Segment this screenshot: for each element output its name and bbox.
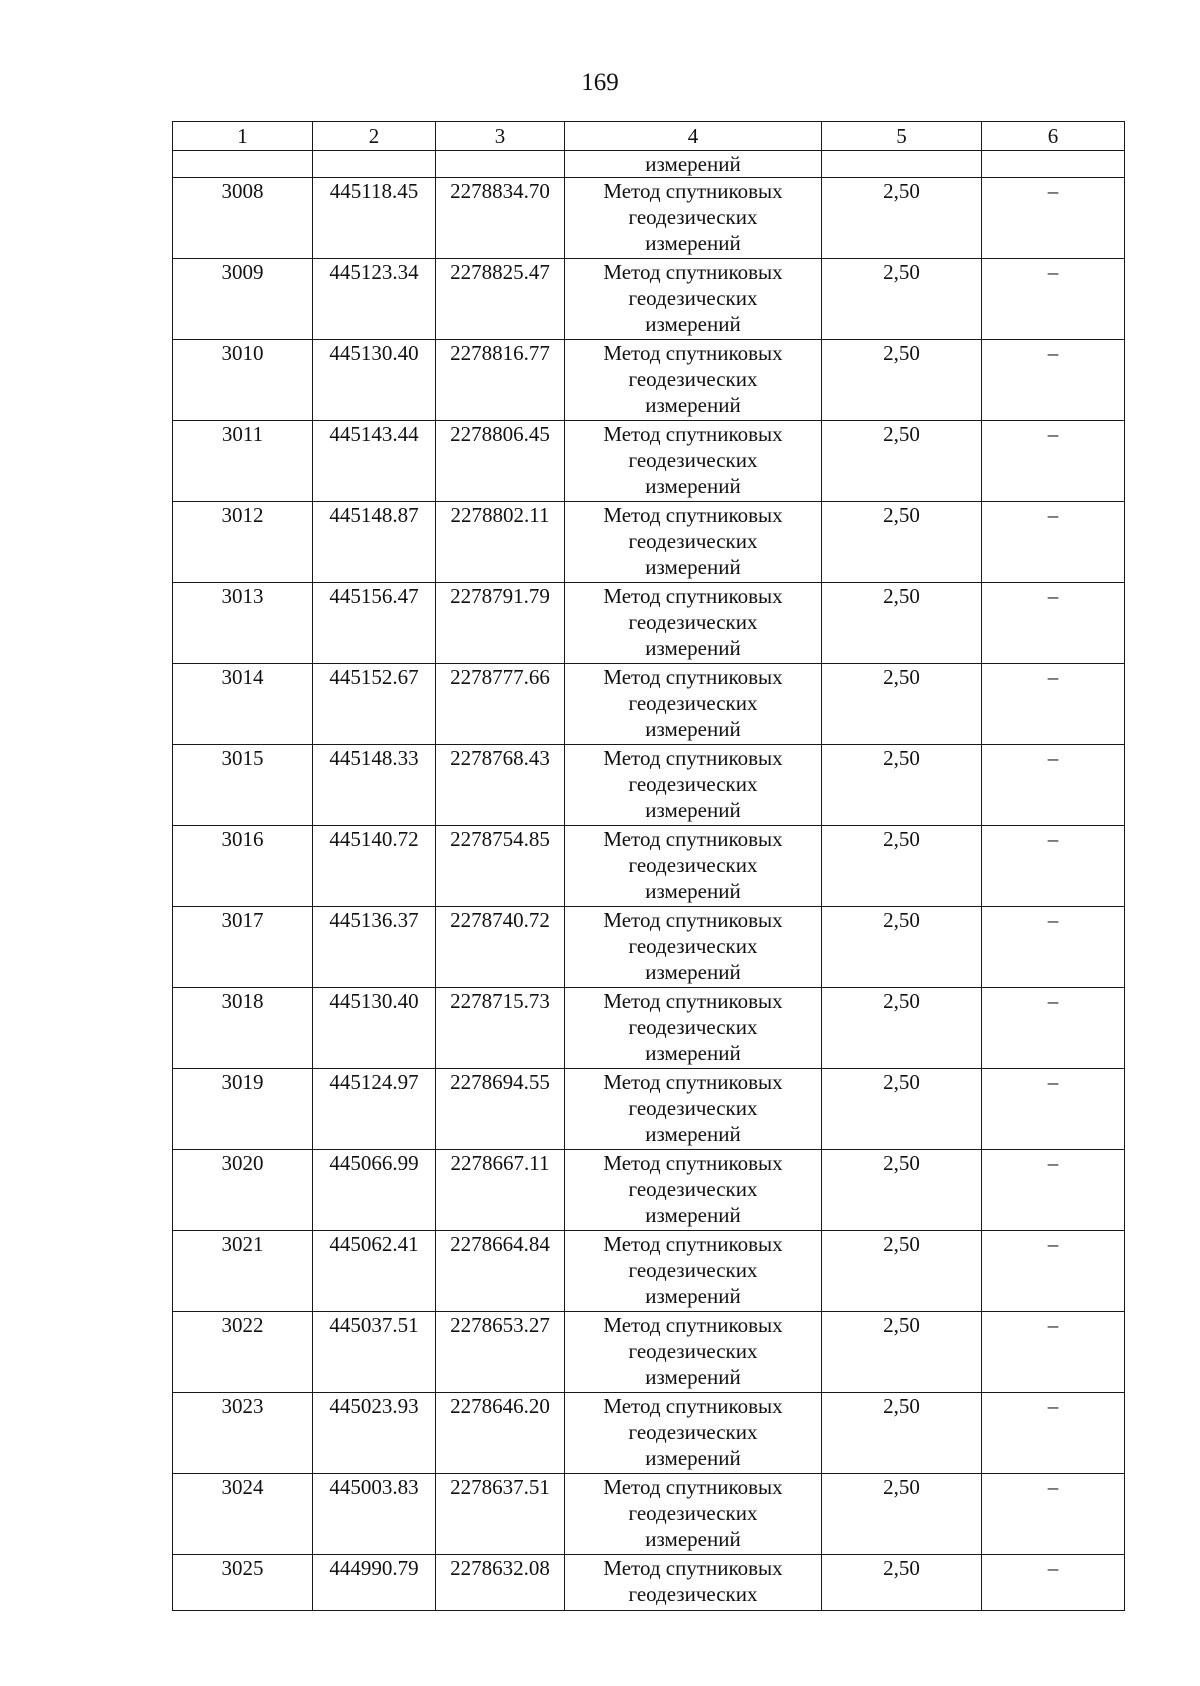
- accuracy-cell: 2,50: [822, 583, 982, 664]
- coord-x-cell: 445062.41: [313, 1231, 436, 1312]
- method-line: Метод спутниковых: [603, 1151, 783, 1175]
- note-cell: –: [982, 1393, 1125, 1474]
- coord-x-cell: 445037.51: [313, 1312, 436, 1393]
- continuation-cell-3: [436, 151, 565, 178]
- header-col-4: 4: [565, 122, 822, 151]
- coord-x-cell: 445130.40: [313, 340, 436, 421]
- coord-x-cell: 445143.44: [313, 421, 436, 502]
- accuracy-cell: 2,50: [822, 1231, 982, 1312]
- point-id-cell: 3008: [173, 178, 313, 259]
- header-col-3: 3: [436, 122, 565, 151]
- coord-y-cell: 2278646.20: [436, 1393, 565, 1474]
- method-line: Метод спутниковых: [603, 1070, 783, 1094]
- note-cell: –: [982, 1555, 1125, 1611]
- method-cell: [565, 1474, 822, 1555]
- continuation-cell-6: [982, 151, 1125, 178]
- method-line: геодезических: [628, 610, 758, 634]
- point-id-cell: 3009: [173, 259, 313, 340]
- coord-x-cell: 445148.33: [313, 745, 436, 826]
- method-line: Метод спутниковых: [603, 665, 783, 689]
- method-line: измерений: [645, 1527, 741, 1551]
- point-id-cell: 3019: [173, 1069, 313, 1150]
- coord-y-cell: 2278632.08: [436, 1555, 565, 1611]
- method-line: геодезических: [628, 1096, 758, 1120]
- table-row: [173, 583, 1125, 664]
- coord-y-cell: 2278791.79: [436, 583, 565, 664]
- method-line: геодезических: [628, 448, 758, 472]
- method-line: геодезических: [628, 691, 758, 715]
- coord-y-cell: 2278768.43: [436, 745, 565, 826]
- accuracy-cell: 2,50: [822, 502, 982, 583]
- table-row: [173, 1150, 1125, 1231]
- accuracy-cell: 2,50: [822, 421, 982, 502]
- coord-y-cell: 2278754.85: [436, 826, 565, 907]
- method-cell: [565, 259, 822, 340]
- point-id-cell: 3010: [173, 340, 313, 421]
- method-line: измерений: [645, 1041, 741, 1065]
- header-col-2: 2: [313, 122, 436, 151]
- table-row: [173, 664, 1125, 745]
- method-cell: [565, 1393, 822, 1474]
- method-line: Метод спутниковых: [603, 341, 783, 365]
- method-line: Метод спутниковых: [603, 908, 783, 932]
- continuation-desc: измерений: [565, 151, 822, 178]
- note-cell: –: [982, 1069, 1125, 1150]
- point-id-cell: 3023: [173, 1393, 313, 1474]
- method-line: Метод спутниковых: [603, 989, 783, 1013]
- coord-y-cell: 2278694.55: [436, 1069, 565, 1150]
- table-row: [173, 745, 1125, 826]
- method-line: Метод спутниковых: [603, 746, 783, 770]
- coord-x-cell: 445156.47: [313, 583, 436, 664]
- table-row: [173, 1555, 1125, 1611]
- continuation-row: [173, 151, 1125, 178]
- coord-x-cell: 445124.97: [313, 1069, 436, 1150]
- method-cell: [565, 988, 822, 1069]
- note-cell: –: [982, 340, 1125, 421]
- method-cell: [565, 745, 822, 826]
- note-cell: –: [982, 826, 1125, 907]
- method-line: измерений: [645, 717, 741, 741]
- method-line: измерений: [645, 1203, 741, 1227]
- method-line: измерений: [645, 393, 741, 417]
- coord-x-cell: 445003.83: [313, 1474, 436, 1555]
- method-cell: [565, 1312, 822, 1393]
- coord-y-cell: 2278834.70: [436, 178, 565, 259]
- coord-y-cell: 2278637.51: [436, 1474, 565, 1555]
- coord-x-cell: 445023.93: [313, 1393, 436, 1474]
- method-cell: [565, 1150, 822, 1231]
- method-line: Метод спутниковых: [603, 1313, 783, 1337]
- method-cell: [565, 340, 822, 421]
- note-cell: –: [982, 1231, 1125, 1312]
- method-cell: [565, 583, 822, 664]
- accuracy-cell: 2,50: [822, 1150, 982, 1231]
- point-id-cell: 3011: [173, 421, 313, 502]
- method-line: измерений: [645, 474, 741, 498]
- method-line: геодезических: [628, 286, 758, 310]
- note-cell: –: [982, 664, 1125, 745]
- method-line: измерений: [645, 555, 741, 579]
- point-id-cell: 3012: [173, 502, 313, 583]
- method-line: геодезических: [628, 934, 758, 958]
- method-line: Метод спутниковых: [603, 422, 783, 446]
- coord-y-cell: 2278664.84: [436, 1231, 565, 1312]
- note-cell: –: [982, 907, 1125, 988]
- point-id-cell: 3016: [173, 826, 313, 907]
- note-cell: –: [982, 988, 1125, 1069]
- coord-x-cell: 445123.34: [313, 259, 436, 340]
- method-line: геодезических: [628, 1582, 758, 1606]
- coordinates-table: [172, 121, 1125, 1611]
- accuracy-cell: 2,50: [822, 664, 982, 745]
- method-line: геодезических: [628, 1177, 758, 1201]
- note-cell: –: [982, 1312, 1125, 1393]
- header-col-6: 6: [982, 122, 1125, 151]
- accuracy-cell: 2,50: [822, 1069, 982, 1150]
- header-col-1: 1: [173, 122, 313, 151]
- accuracy-cell: 2,50: [822, 988, 982, 1069]
- accuracy-cell: 2,50: [822, 1312, 982, 1393]
- method-line: геодезических: [628, 205, 758, 229]
- table-row: [173, 1474, 1125, 1555]
- coord-x-cell: 445118.45: [313, 178, 436, 259]
- method-line: измерений: [645, 231, 741, 255]
- note-cell: –: [982, 178, 1125, 259]
- method-line: измерений: [645, 312, 741, 336]
- table-row: [173, 178, 1125, 259]
- page-number: 169: [581, 69, 619, 96]
- method-line: геодезических: [628, 1339, 758, 1363]
- coord-x-cell: 444990.79: [313, 1555, 436, 1611]
- coord-y-cell: 2278825.47: [436, 259, 565, 340]
- table-row: [173, 907, 1125, 988]
- table-header-row: [173, 122, 1125, 151]
- method-line: Метод спутниковых: [603, 179, 783, 203]
- accuracy-cell: 2,50: [822, 826, 982, 907]
- coord-y-cell: 2278802.11: [436, 502, 565, 583]
- coord-x-cell: 445136.37: [313, 907, 436, 988]
- method-line: Метод спутниковых: [603, 584, 783, 608]
- point-id-cell: 3015: [173, 745, 313, 826]
- method-cell: [565, 178, 822, 259]
- coord-y-cell: 2278740.72: [436, 907, 565, 988]
- point-id-cell: 3022: [173, 1312, 313, 1393]
- method-line: измерений: [645, 636, 741, 660]
- accuracy-cell: 2,50: [822, 1474, 982, 1555]
- point-id-cell: 3024: [173, 1474, 313, 1555]
- method-line: измерений: [645, 1284, 741, 1308]
- note-cell: –: [982, 1474, 1125, 1555]
- note-cell: –: [982, 1150, 1125, 1231]
- coord-y-cell: 2278816.77: [436, 340, 565, 421]
- method-line: геодезических: [628, 529, 758, 553]
- accuracy-cell: 2,50: [822, 907, 982, 988]
- coord-x-cell: 445130.40: [313, 988, 436, 1069]
- note-cell: –: [982, 745, 1125, 826]
- point-id-cell: 3013: [173, 583, 313, 664]
- accuracy-cell: 2,50: [822, 745, 982, 826]
- coord-x-cell: 445148.87: [313, 502, 436, 583]
- method-line: измерений: [645, 879, 741, 903]
- table-row: [173, 1231, 1125, 1312]
- method-line: геодезических: [628, 1501, 758, 1525]
- table-row: [173, 826, 1125, 907]
- coord-y-cell: 2278715.73: [436, 988, 565, 1069]
- note-cell: –: [982, 259, 1125, 340]
- method-line: измерений: [645, 960, 741, 984]
- accuracy-cell: 2,50: [822, 259, 982, 340]
- method-line: Метод спутниковых: [603, 1232, 783, 1256]
- accuracy-cell: 2,50: [822, 340, 982, 421]
- continuation-cell-5: [822, 151, 982, 178]
- method-line: Метод спутниковых: [603, 260, 783, 284]
- accuracy-cell: 2,50: [822, 178, 982, 259]
- coord-x-cell: 445140.72: [313, 826, 436, 907]
- accuracy-cell: 2,50: [822, 1555, 982, 1611]
- point-id-cell: 3017: [173, 907, 313, 988]
- note-cell: –: [982, 421, 1125, 502]
- accuracy-cell: 2,50: [822, 1393, 982, 1474]
- method-cell: [565, 664, 822, 745]
- method-line: измерений: [645, 1122, 741, 1146]
- method-line: Метод спутниковых: [603, 827, 783, 851]
- coord-x-cell: 445152.67: [313, 664, 436, 745]
- method-line: измерений: [645, 798, 741, 822]
- coord-y-cell: 2278667.11: [436, 1150, 565, 1231]
- coord-y-cell: 2278777.66: [436, 664, 565, 745]
- table-row: [173, 502, 1125, 583]
- point-id-cell: 3020: [173, 1150, 313, 1231]
- point-id-cell: 3014: [173, 664, 313, 745]
- method-cell: [565, 826, 822, 907]
- point-id-cell: 3025: [173, 1555, 313, 1611]
- method-line: Метод спутниковых: [603, 1475, 783, 1499]
- point-id-cell: 3018: [173, 988, 313, 1069]
- method-line: геодезических: [628, 1420, 758, 1444]
- table-row: [173, 988, 1125, 1069]
- table-row: [173, 1069, 1125, 1150]
- table-row: [173, 259, 1125, 340]
- method-line: геодезических: [628, 853, 758, 877]
- method-line: Метод спутниковых: [603, 1556, 783, 1580]
- method-cell: [565, 907, 822, 988]
- table-row: [173, 421, 1125, 502]
- method-cell: [565, 1555, 822, 1611]
- continuation-cell-1: [173, 151, 313, 178]
- note-cell: –: [982, 583, 1125, 664]
- continuation-cell-2: [313, 151, 436, 178]
- method-line: Метод спутниковых: [603, 503, 783, 527]
- coord-y-cell: 2278806.45: [436, 421, 565, 502]
- table-row: [173, 1393, 1125, 1474]
- method-line: измерений: [645, 1446, 741, 1470]
- method-line: геодезических: [628, 1015, 758, 1039]
- method-cell: [565, 421, 822, 502]
- method-cell: [565, 1069, 822, 1150]
- table-row: [173, 340, 1125, 421]
- coord-x-cell: 445066.99: [313, 1150, 436, 1231]
- method-line: Метод спутниковых: [603, 1394, 783, 1418]
- header-col-5: 5: [822, 122, 982, 151]
- table-row: [173, 1312, 1125, 1393]
- coord-y-cell: 2278653.27: [436, 1312, 565, 1393]
- method-line: геодезических: [628, 1258, 758, 1282]
- method-cell: [565, 1231, 822, 1312]
- point-id-cell: 3021: [173, 1231, 313, 1312]
- method-line: геодезических: [628, 367, 758, 391]
- note-cell: –: [982, 502, 1125, 583]
- method-line: измерений: [645, 1365, 741, 1389]
- method-line: геодезических: [628, 772, 758, 796]
- method-cell: [565, 502, 822, 583]
